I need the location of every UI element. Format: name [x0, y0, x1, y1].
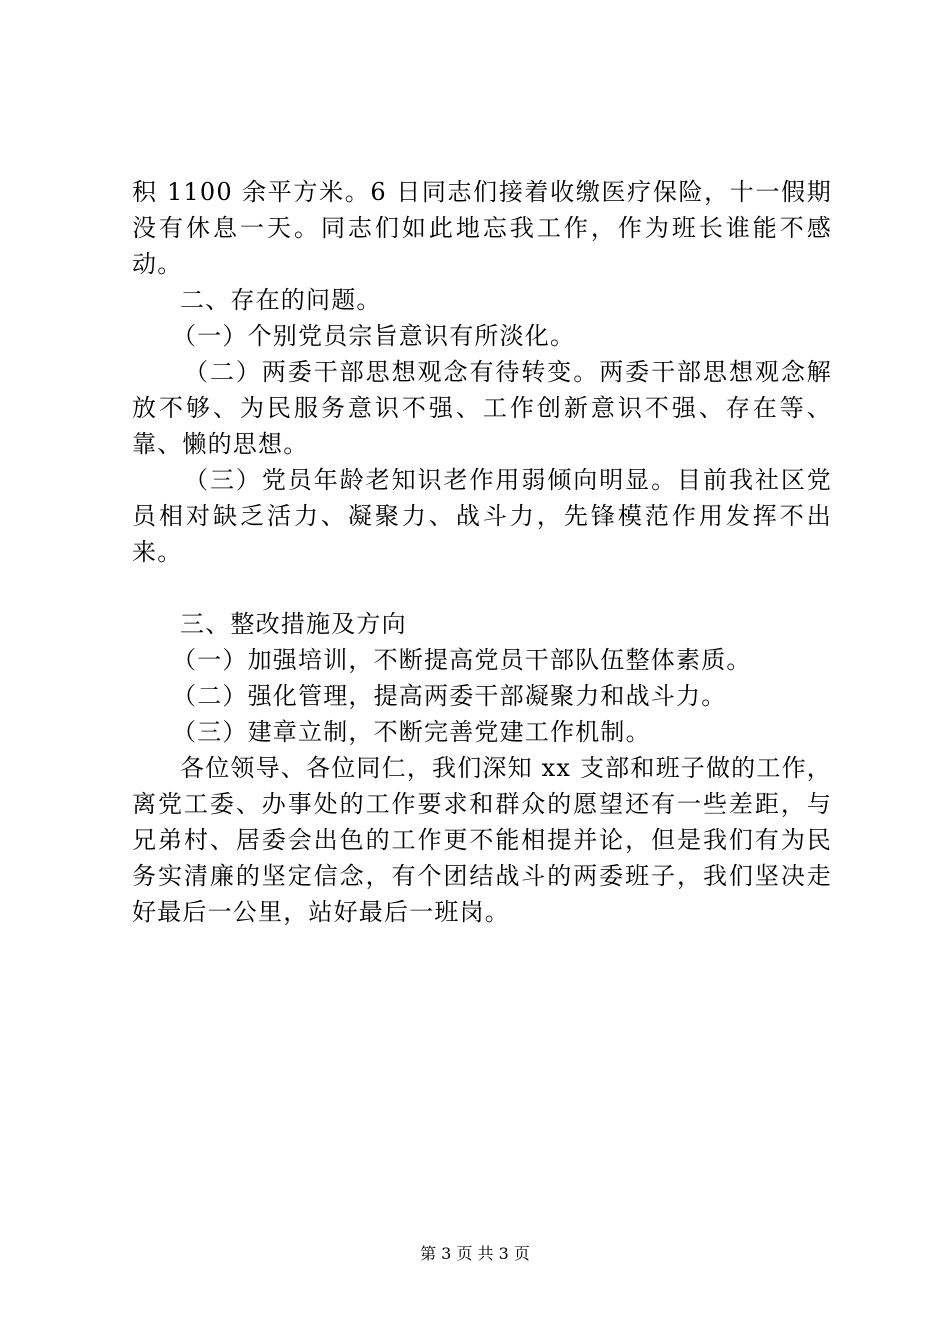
measure-item-1: （一）加强培训，不断提高党员干部队伍整体素质。: [172, 646, 752, 674]
paragraph-continuation: 积 1100 余平方米。6 日同志们接着收缴医疗保险，十一假期没有休息一天。同志们如此地忘我工作，作为班长谁能不感动。: [132, 178, 832, 278]
page-footer: 第 3 页 共 3 页: [420, 1244, 530, 1263]
closing-paragraph: 各位领导、各位同仁，我们深知 xx 支部和班子做的工作，离党工委、办事处的工作要求和群众的愿望还有一些差距，与兄弟村、居委会出色的工作更不能相提并论，但是我们有为民务实清廉的坚定信念，有个团结战斗的两委班子，我们坚决走好最后一公里，站好最后一班岗。: [132, 754, 832, 926]
measure-item-3: （三）建章立制，不断完善党建工作机制。: [172, 718, 651, 746]
problem-item-1: （一）个别党员宗旨意识有所淡化。: [172, 322, 576, 350]
section-heading-measures: 三、整改措施及方向: [180, 610, 407, 638]
problem-item-3: （三）党员年龄老知识老作用弱倾向明显。目前我社区党员相对缺乏活力、凝聚力、战斗力，先锋模范作用发挥不出来。: [132, 466, 832, 566]
measure-item-2: （二）强化管理，提高两委干部凝聚力和战斗力。: [172, 682, 727, 710]
section-heading-problems: 二、存在的问题。: [180, 286, 382, 314]
document-body: [132, 174, 832, 930]
problem-item-2: （二）两委干部思想观念有待转变。两委干部思想观念解放不够、为民服务意识不强、工作创新意识不强、存在等、靠、懒的思想。: [132, 358, 832, 458]
